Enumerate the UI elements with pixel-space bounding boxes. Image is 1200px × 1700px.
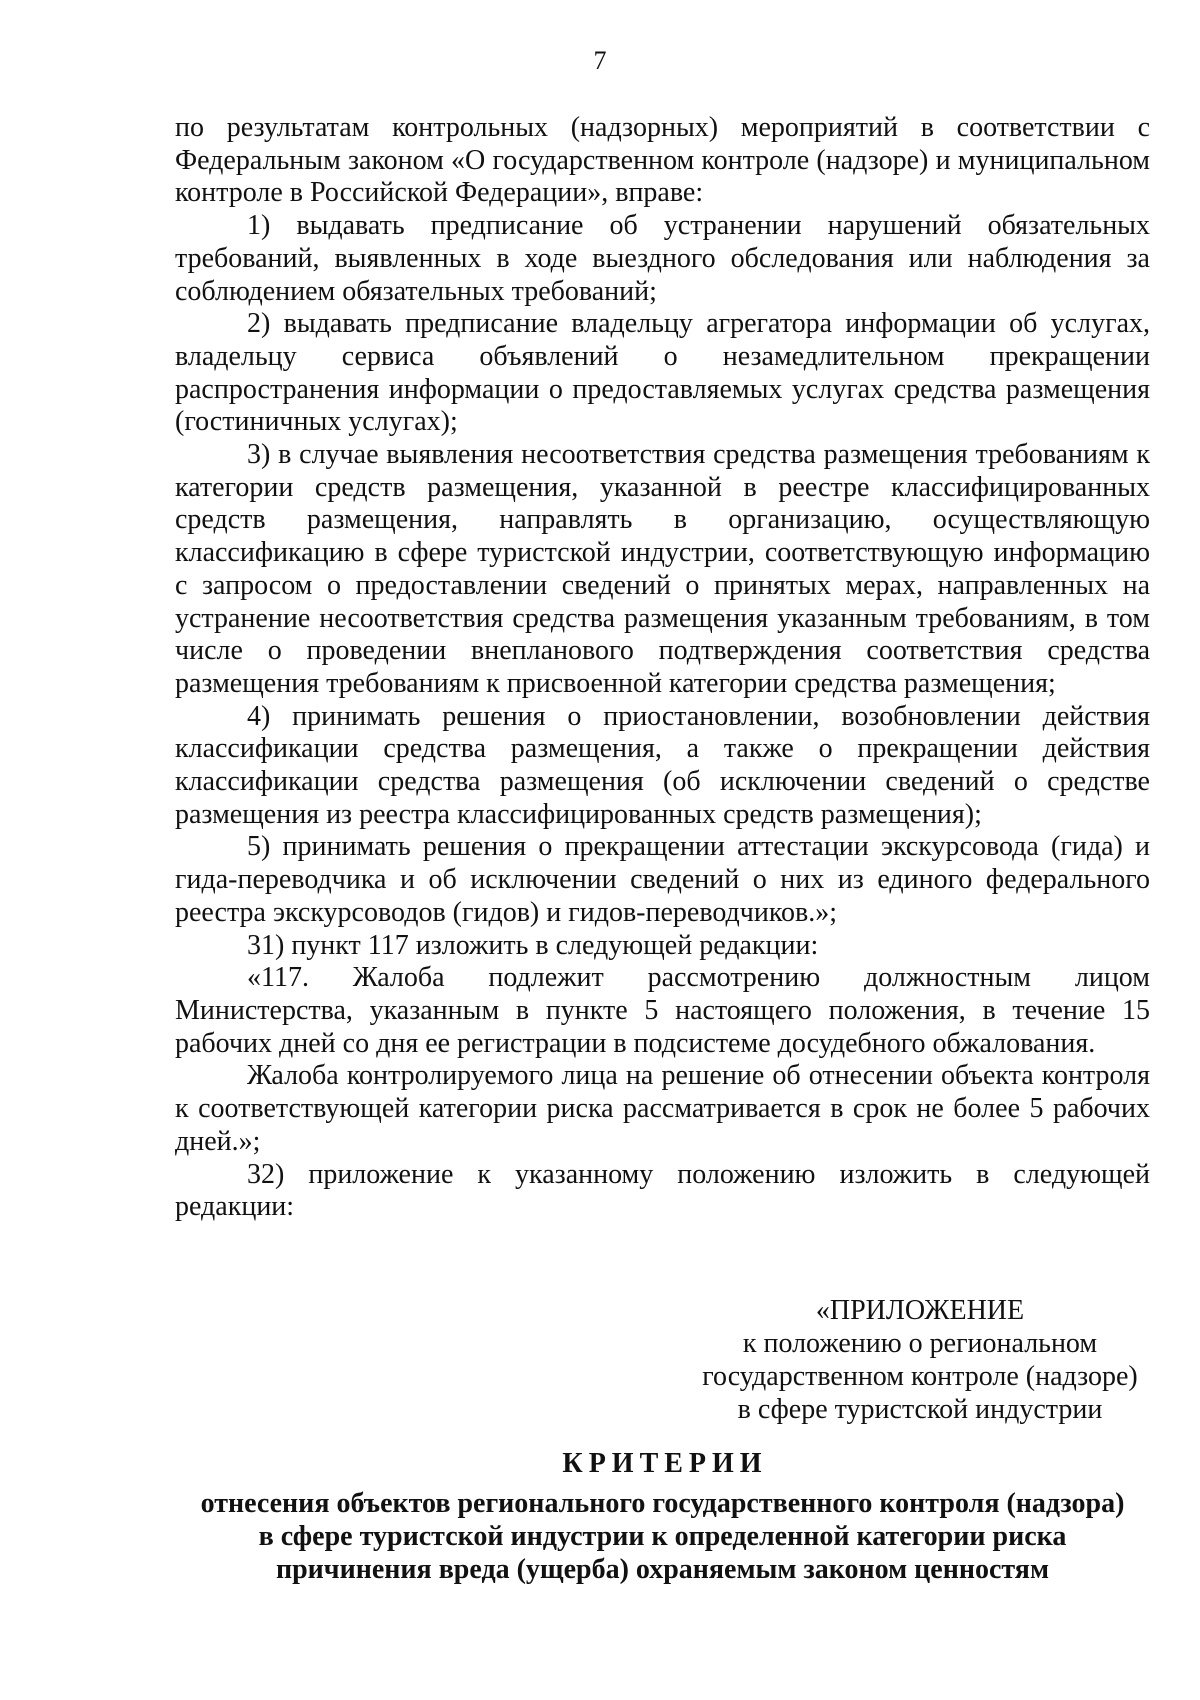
paragraph-item-32: 32) приложение к указанному положению изложить в следующей редакции:	[175, 1158, 1150, 1223]
criteria-subtitle	[175, 1487, 1150, 1586]
paragraph-item-3: 3) в случае выявления несоответствия средства размещения требованиям к категории средств размещения, указанной в реестре классифицированных средств размещения, направлять в организацию, осуществляющую классификацию в сфере туристской индустрии, соответствующую информацию с запросом о предоставлении сведений о принятых мерах, направленных на устранение несоответствия средства размещения указанным требованиям, в том числе о проведении внепланового подтверждения соответствия средства размещения требованиям к присвоенной категории средства размещения;	[175, 439, 1150, 699]
criteria-line-3: причинения вреда (ущерба) охраняемым законом ценностям	[275, 1554, 1050, 1585]
paragraph-clause-117: «117. Жалоба подлежит рассмотрению должностным лицом Министерства, указанным в пункте 5 настоящего положения, в течение 15 рабочих дней со дня ее регистрации в подсистеме досудебного обжалования.	[175, 962, 1150, 1059]
paragraph-item-4: 4) принимать решения о приостановлении, возобновлении действия классификации средства размещения, а также о прекращении действия классификации средства размещения (об исключении сведений о средстве размещения из реестра классифицированных средств размещения);	[175, 700, 1150, 830]
appendix-line-2: государственном контроле (надзоре)	[702, 1361, 1138, 1392]
criteria-line-1: отнесения объектов регионального государственного контроля (надзора)	[200, 1488, 1125, 1519]
appendix-line-1: к положению о региональном	[742, 1328, 1098, 1359]
document-body	[175, 112, 1150, 1224]
appendix-line-3: в сфере туристской индустрии	[737, 1394, 1103, 1425]
paragraph-item-5: 5) принимать решения о прекращении аттестации экскурсовода (гида) и гида-переводчика и об исключении сведений о них из единого федерального реестра экскурсоводов (гидов) и гидов-переводчиков.»;	[175, 831, 1150, 928]
paragraph-item-2: 2) выдавать предписание владельцу агрегатора информации об услугах, владельцу сервиса объявлений о незамедлительном прекращении распространения информации о предоставляемых услугах средства размещения (гостиничных услугах);	[175, 308, 1150, 438]
paragraph-item-1: 1) выдавать предписание об устранении нарушений обязательных требований, выявленных в ходе выездного обследования или наблюдения за соблюдением обязательных требований;	[175, 210, 1150, 307]
page-number: 7	[593, 46, 607, 75]
paragraph-complaint: Жалоба контролируемого лица на решение об отнесении объекта контроля к соответствующей категории риска рассматривается в срок не более 5 рабочих дней.»;	[175, 1060, 1150, 1157]
paragraph-item-31: 31) пункт 117 изложить в следующей редакции:	[247, 929, 819, 961]
appendix-header	[690, 1294, 1150, 1426]
appendix-heading: «ПРИЛОЖЕНИЕ	[815, 1295, 1025, 1326]
criteria-title: КРИТЕРИИ	[562, 1448, 768, 1479]
paragraph-continuation: по результатам контрольных (надзорных) мероприятий в соответствии с Федеральным законом «О государственном контроле (надзоре) и муниципальном контроле в Российской Федерации», вправе:	[175, 112, 1150, 209]
criteria-line-2: в сфере туристской индустрии к определенной категории риска	[258, 1521, 1067, 1552]
